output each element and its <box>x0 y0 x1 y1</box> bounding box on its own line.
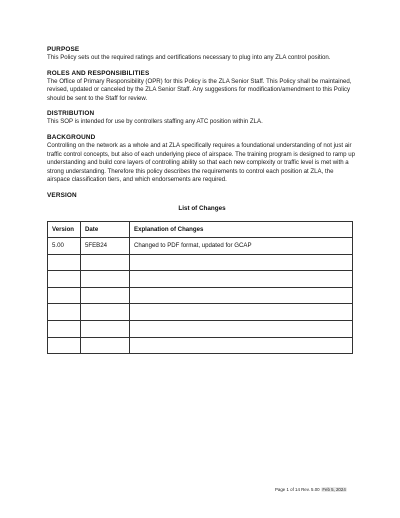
page-footer <box>275 487 347 492</box>
table-row <box>48 271 353 288</box>
table-row <box>48 254 353 271</box>
cell-version: 5.00 <box>48 237 81 254</box>
background-section <box>47 134 357 185</box>
purpose-section <box>47 46 357 63</box>
changes-table <box>47 221 353 354</box>
cell-version <box>48 271 81 288</box>
cell-date: 5FEB24 <box>81 237 130 254</box>
background-text: Controlling on the network as a whole and at ZLA specifically requires a foundational understanding of not just air traffic control concepts, but also of each underlying piece of airspace. The training program is designed to ramp up understanding and build core layers of controlling ability so that each new complexity or traffic level is met with a strong understanding. Therefore this policy describes the requirements to control each position at ZLA, the airspace classification tiers, and which endorsements are required. <box>47 141 356 184</box>
cell-date <box>81 320 130 337</box>
cell-version <box>48 287 81 304</box>
cell-explanation <box>130 287 353 304</box>
document-body <box>47 46 357 361</box>
cell-version <box>48 254 81 271</box>
cell-explanation: Changed to PDF format, updated for GCAP <box>130 237 353 254</box>
purpose-text: This Policy sets out the required ratings and certifications necessary to plug into any ZLA control position. <box>47 54 331 61</box>
cell-explanation <box>130 254 353 271</box>
cell-date <box>81 271 130 288</box>
cell-date <box>81 304 130 321</box>
cell-explanation <box>130 337 353 354</box>
roles-section <box>47 70 357 104</box>
header-date: Date <box>81 221 130 237</box>
distribution-section <box>47 110 357 127</box>
version-section <box>47 192 357 354</box>
footer-page-info: Page 1 of 14 Rev. 5.00 <box>275 487 320 492</box>
table-header-row <box>48 221 353 237</box>
table-row <box>48 287 353 304</box>
cell-explanation <box>130 271 353 288</box>
cell-version <box>48 320 81 337</box>
cell-version <box>48 337 81 354</box>
version-heading: VERSION <box>47 191 77 199</box>
purpose-heading: PURPOSE <box>47 46 80 53</box>
roles-text: The Office of Primary Responsibility (OPR) for this Policy is the ZLA Senior Staff. This Policy shall be maintained, revised, updated or canceled by the ZLA Senior Staff. Any suggestions for modification/amendment to this Policy should be sent to the Staff for review. <box>47 77 352 102</box>
table-row <box>48 320 353 337</box>
cell-date <box>81 254 130 271</box>
background-heading: BACKGROUND <box>47 133 96 141</box>
changes-table-title: List of Changes <box>178 204 226 212</box>
table-row <box>48 237 353 254</box>
table-row <box>48 337 353 354</box>
distribution-text: This SOP is intended for use by controllers staffing any ATC position within ZLA. <box>47 118 263 126</box>
distribution-heading: DISTRIBUTION <box>47 110 95 118</box>
cell-explanation <box>130 304 353 321</box>
cell-version <box>48 304 81 321</box>
header-version: Version <box>48 221 81 237</box>
table-row <box>48 304 353 321</box>
cell-explanation <box>130 320 353 337</box>
footer-date-chip: Feb 5, 2024 <box>322 487 346 492</box>
header-explanation: Explanation of Changes <box>130 221 353 237</box>
roles-heading: ROLES AND RESPONSIBILITIES <box>47 69 150 77</box>
cell-date <box>81 287 130 304</box>
cell-date <box>81 337 130 354</box>
